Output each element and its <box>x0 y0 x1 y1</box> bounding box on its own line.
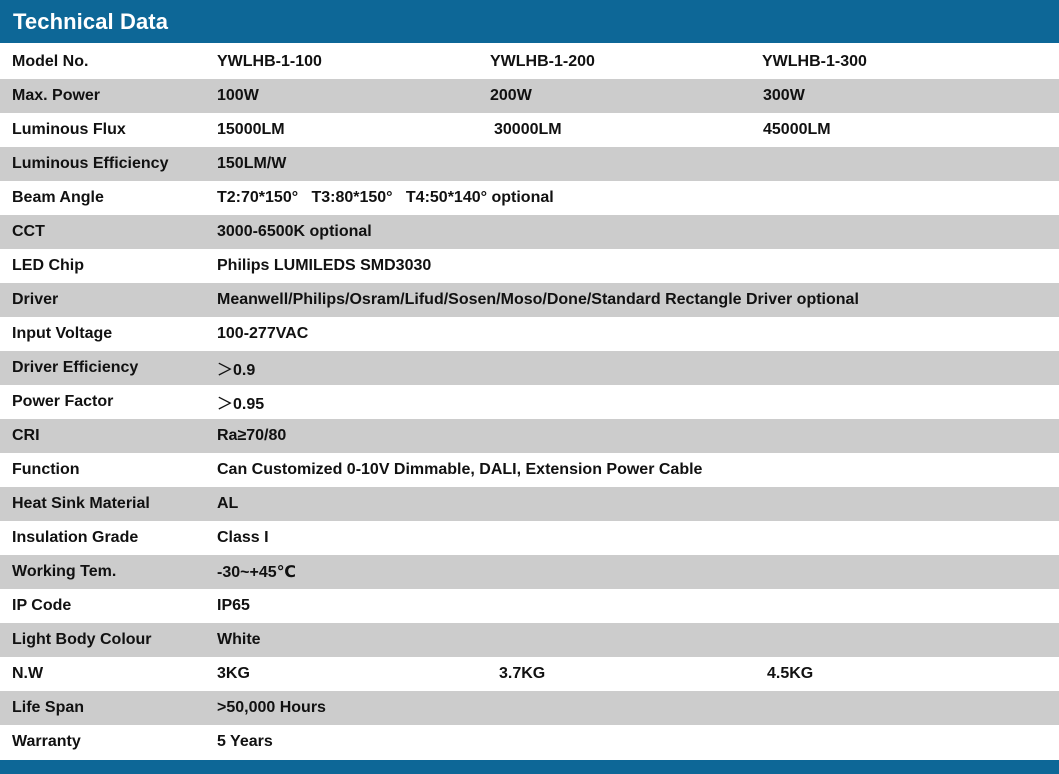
table-row <box>0 283 1059 317</box>
table-row <box>0 351 1059 385</box>
table-row <box>0 147 1059 181</box>
row-value: 150LM/W <box>217 155 287 172</box>
row-label: CCT <box>12 223 45 240</box>
row-label: Luminous Efficiency <box>12 155 169 172</box>
section-title: Technical Data <box>0 0 1059 43</box>
row-value: YWLHB-1-300 <box>762 53 867 70</box>
row-label: Light Body Colour <box>12 631 152 648</box>
table-row <box>0 79 1059 113</box>
row-value: 100-277VAC <box>217 325 309 342</box>
row-label: Power Factor <box>12 393 114 410</box>
row-value: YWLHB-1-200 <box>490 53 595 70</box>
row-label: Model No. <box>12 53 89 70</box>
row-label: Life Span <box>12 699 85 716</box>
table-row <box>0 555 1059 589</box>
row-value: T2:70*150° T3:80*150° T4:50*140° optional <box>217 189 554 206</box>
row-label: CRI <box>12 427 40 444</box>
row-label: Insulation Grade <box>12 529 139 546</box>
table-row <box>0 725 1059 759</box>
table-row <box>0 453 1059 487</box>
table-row <box>0 589 1059 623</box>
row-value: ＞0.9 <box>217 361 256 379</box>
table-row <box>0 657 1059 691</box>
table-row <box>0 181 1059 215</box>
footer-bar <box>0 760 1059 774</box>
row-value: 300W <box>763 87 805 104</box>
row-value: AL <box>217 495 239 512</box>
row-label: Input Voltage <box>12 325 113 342</box>
row-value: Class I <box>217 529 269 546</box>
table-row <box>0 317 1059 351</box>
row-label: Working Tem. <box>12 563 117 580</box>
row-value: White <box>217 631 261 648</box>
table-row <box>0 419 1059 453</box>
row-value: 3000-6500K optional <box>217 223 372 240</box>
row-label: N.W <box>12 665 44 682</box>
row-value: 200W <box>490 87 532 104</box>
row-value: 100W <box>217 87 259 104</box>
row-value: >50,000 Hours <box>217 699 326 716</box>
table-row <box>0 45 1059 79</box>
row-label: LED Chip <box>12 257 84 274</box>
row-value: 5 Years <box>217 733 273 750</box>
row-label: Driver <box>12 291 59 308</box>
table-row <box>0 249 1059 283</box>
row-value: 3.7KG <box>499 665 546 682</box>
row-value: Philips LUMILEDS SMD3030 <box>217 257 432 274</box>
row-label: Driver Efficiency <box>12 359 139 376</box>
row-label: IP Code <box>12 597 72 614</box>
row-label: Beam Angle <box>12 189 104 206</box>
row-value: IP65 <box>217 597 250 614</box>
table-row <box>0 113 1059 147</box>
row-value: ＞0.95 <box>217 395 265 413</box>
table-row <box>0 521 1059 555</box>
row-label: Max. Power <box>12 87 101 104</box>
row-value: Can Customized 0-10V Dimmable, DALI, Extension Power Cable <box>217 461 703 478</box>
row-value: Meanwell/Philips/Osram/Lifud/Sosen/Moso/Done/Standard Rectangle Driver optional <box>217 291 859 308</box>
table-row <box>0 487 1059 521</box>
table-row <box>0 623 1059 657</box>
row-label: Warranty <box>12 733 81 750</box>
row-label: Heat Sink Material <box>12 495 150 512</box>
row-label: Function <box>12 461 80 478</box>
row-value: 4.5KG <box>767 665 814 682</box>
row-label: Luminous Flux <box>12 121 126 138</box>
row-value: 3KG <box>217 665 250 682</box>
table-row <box>0 215 1059 249</box>
table-row <box>0 691 1059 725</box>
table-row <box>0 385 1059 419</box>
row-value: -30~+45℃ <box>217 564 296 581</box>
row-value: Ra≥70/80 <box>217 427 287 444</box>
row-value: 30000LM <box>494 121 562 138</box>
row-value: 45000LM <box>763 121 831 138</box>
spec-table <box>0 45 1059 759</box>
row-value: YWLHB-1-100 <box>217 53 322 70</box>
row-value: 15000LM <box>217 121 285 138</box>
